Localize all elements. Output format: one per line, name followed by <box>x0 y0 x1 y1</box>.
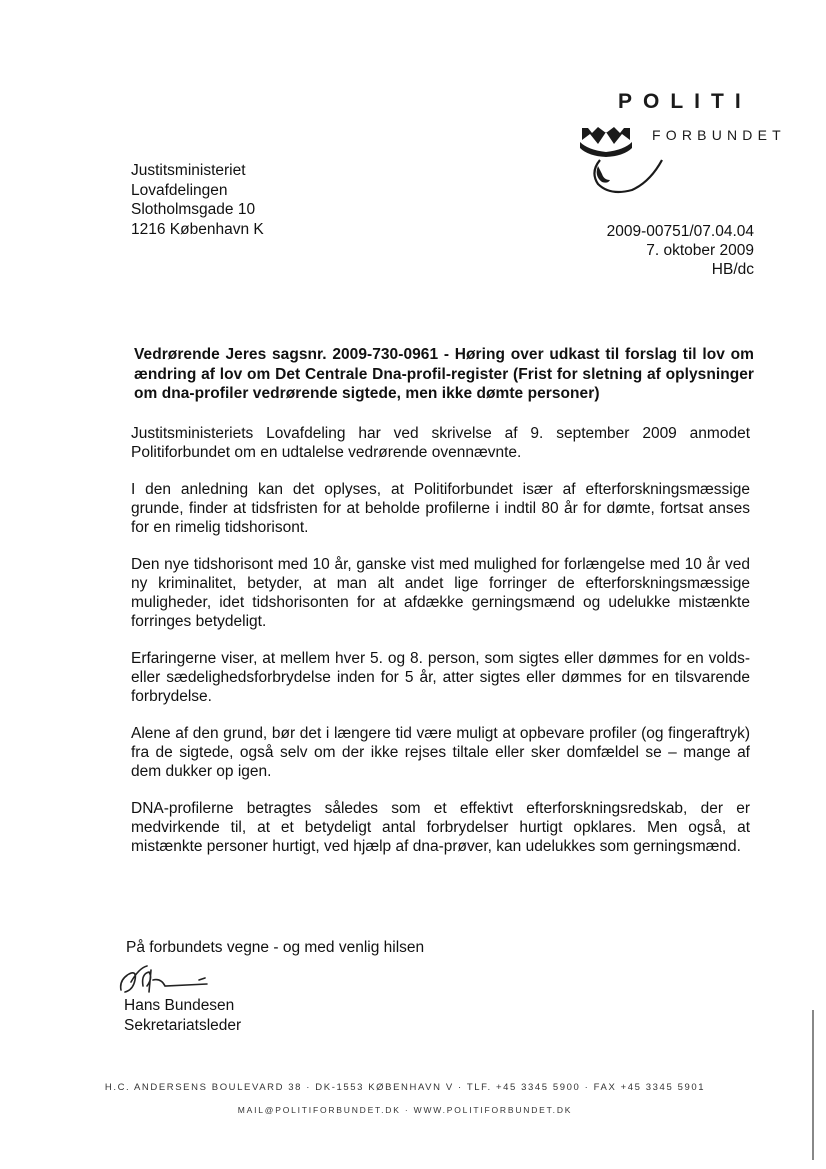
recipient-line: 1216 København K <box>131 220 264 238</box>
subject-heading: Vedrørende Jeres sagsnr. 2009-730-0961 - Høring over udkast til forslag til lov om ændring af lov om Det Centrale Dna-profil-register (Frist for sletning af oplysninger om dna-profiler vedrørende sigtede, men ikke dømte personer) <box>134 346 754 402</box>
initials: HB/dc <box>711 261 754 278</box>
journal-number: 2009-00751/07.04.04 <box>606 223 754 240</box>
letter-body <box>131 424 750 874</box>
body-paragraph: Den nye tidshorisont med 10 år, ganske vist med mulighed for forlængelse med 10 år ved ny kriminalitet, betyder, at man alt andet lige forringer de efterforskningsmæssige muligheder, idet tidshorisonten for at afdække gerningsmænd og udelukke mistænkte forringes betydeligt. <box>131 556 750 630</box>
recipient-line: Lovafdelingen <box>131 181 228 199</box>
scan-edge-line <box>812 1010 814 1160</box>
body-paragraph: I den anledning kan det oplyses, at Politiforbundet især af efterforskningsmæssige grunde, finder at tidsfristen for at beholde profilerne i indtil 80 år for dømte, fortsat anses for en rimelig tidshorisont. <box>131 481 750 536</box>
handwritten-signature-icon <box>113 960 213 998</box>
body-paragraph: DNA-profilerne betragtes således som et effektivt efterforskningsredskab, der er medvirkende til, at et betydeligt antal forbrydelser hurtigt opklares. Men også, at mistænkte personer hurtigt, ved hjælp af dna-prøver, kan udelukkes som gerningsmænd. <box>131 800 750 855</box>
letter-date: 7. oktober 2009 <box>646 242 754 259</box>
body-paragraph: Erfaringerne viser, at mellem hver 5. og 8. person, som sigtes eller dømmes for en volds- eller sædelighedsforbrydelse inden for 5 år, atter sigtes eller dømmes for en tilsvarende forbrydelse. <box>131 650 750 705</box>
recipient-address <box>131 161 264 239</box>
body-paragraph: Alene af den grund, bør det i længere tid være muligt at opbevare profiler (og fingeraftryk) fra de sigtede, også selv om der ikke rejses tiltale eller sker domfældel se – mange af dem dukker op igen. <box>131 725 750 780</box>
recipient-line: Slotholmsgade 10 <box>131 201 256 218</box>
letterhead-subbrand: FORBUNDET <box>652 127 786 143</box>
signer-block <box>124 996 241 1036</box>
recipient-line: Justitsministeriet <box>131 162 246 179</box>
signer-name: Hans Bundesen <box>124 997 235 1014</box>
letterhead-brand: POLITI <box>618 90 752 113</box>
closing-line: På forbundets vegne - og med venlig hilsen <box>126 939 425 956</box>
footer-contact: MAIL@POLITIFORBUNDET.DK · WWW.POLITIFORBUNDET.DK <box>237 1105 573 1115</box>
signer-title: Sekretariatsleder <box>124 1017 242 1034</box>
body-paragraph: Justitsministeriets Lovafdeling har ved skrivelse af 9. september 2009 anmodet Politiforbundet om en udtalelse vedrørende ovennævnte. <box>131 425 750 461</box>
footer-address: H.C. ANDERSENS BOULEVARD 38 · DK-1553 KØBENHAVN V · TLF. +45 3345 5900 · FAX +45 3345 5901 <box>104 1082 706 1093</box>
crowned-p-mark-icon <box>570 124 670 204</box>
reference-block <box>607 222 754 279</box>
